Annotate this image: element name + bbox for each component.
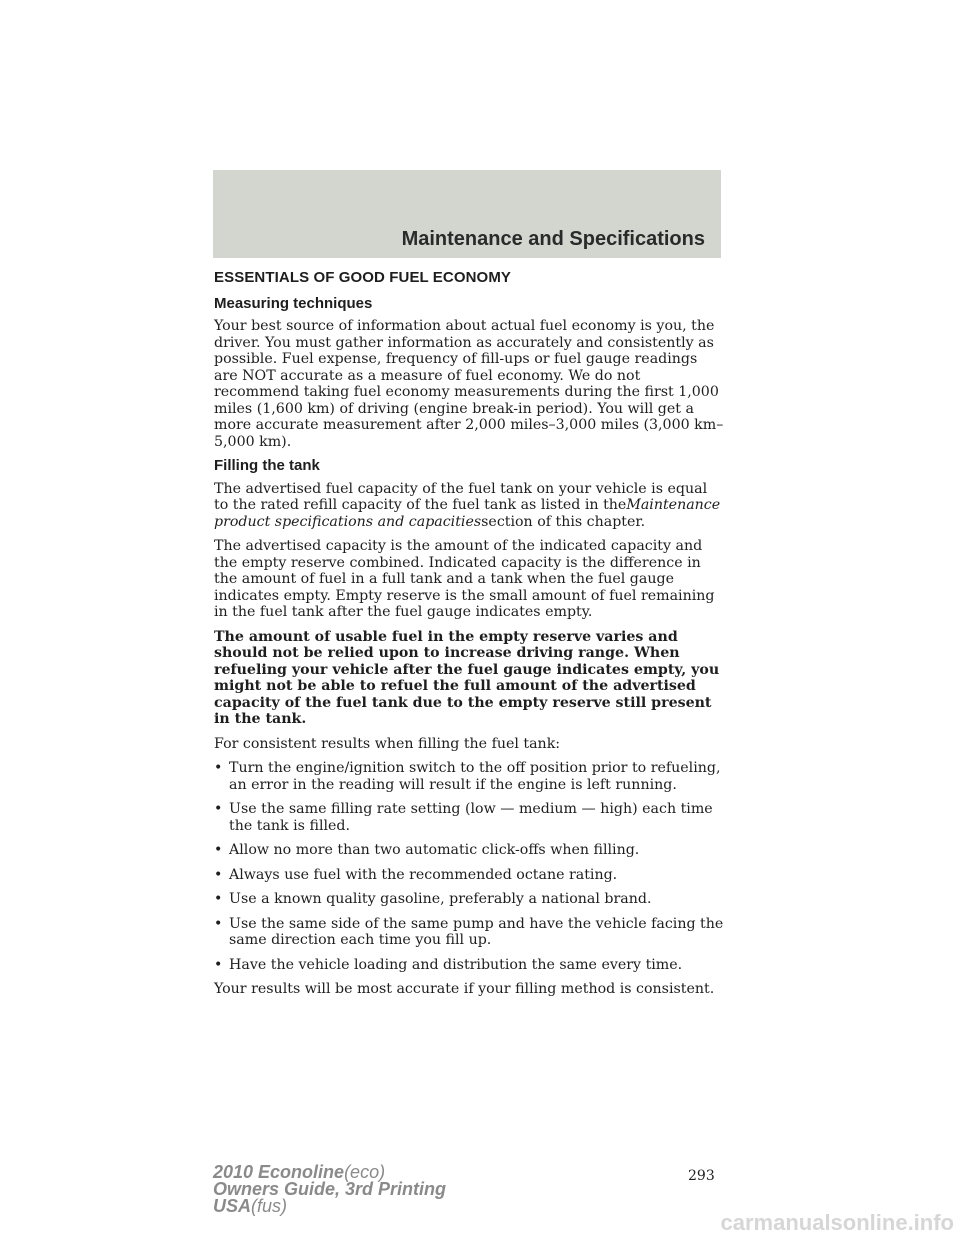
list-item <box>214 760 724 793</box>
list-item <box>214 801 724 834</box>
filling-paragraph-1 <box>214 481 724 531</box>
list-item <box>214 842 724 859</box>
measuring-heading: Measuring techniques <box>214 294 373 312</box>
filling-heading: Filling the tank <box>214 457 320 474</box>
bullet-icon: • <box>214 866 223 883</box>
bullet-icon: • <box>214 842 223 858</box>
list-item-text: Turn the engine/ignition switch to the off position prior to refueling, an error in the reading will result if the engine is left running. <box>229 760 721 793</box>
section-header-band <box>213 170 721 258</box>
footer-line-3 <box>213 1198 446 1215</box>
footer-model-code: (eco) <box>344 1162 386 1182</box>
list-item <box>214 957 724 974</box>
filling-p1-reference: Maintenance product specifications and capacities <box>214 497 721 530</box>
list-item-text: Always use fuel with the recommended octane rating. <box>229 866 618 883</box>
list-item <box>214 891 724 908</box>
document-footer <box>213 1164 446 1215</box>
page-number: 293 <box>688 1168 715 1184</box>
filling-p1-tail: section of this chapter. <box>481 513 646 530</box>
list-item <box>214 867 724 884</box>
bullet-icon: • <box>214 760 223 776</box>
list-item-text: Use the same filling rate setting (low — medium — high) each time the tank is filled. <box>229 801 713 834</box>
list-item-text: Allow no more than two automatic click-offs when filling. <box>229 842 640 858</box>
list-item-text: Have the vehicle loading and distribution the same every time. <box>229 956 683 973</box>
bullet-icon: • <box>214 801 223 817</box>
footer-model: 2010 Econoline <box>213 1162 345 1182</box>
list-item-text: Use the same side of the same pump and have the vehicle facing the same direction each time you fill up. <box>229 915 724 948</box>
closing-paragraph: Your results will be most accurate if your filling method is consistent. <box>214 981 715 997</box>
filling-paragraph-2: The advertised capacity is the amount of the indicated capacity and the empty reserve combined. Indicated capacity is the difference in the amount of fuel in a full tank and a tank when the fuel gauge indicates empty. Empty reserve is the small amount of fuel remaining in the fuel tank after the fuel gauge indicates empty. <box>214 538 715 620</box>
footer-market-code: (fus) <box>251 1196 288 1216</box>
measuring-paragraph: Your best source of information about actual fuel economy is you, the driver. You must gather information as accurately and consistently as possible. Fuel expense, frequency of fill-ups or fuel gauge readings are NOT accurate as a measure of fuel economy. We do not recommend taking fuel economy measurements during the first 1,000 miles (1,600 km) of driving (engine break-in period). You will get a more accurate measurement after 2,000 miles–3,000 miles (3,000 km–5,000 km). <box>214 318 724 450</box>
bullet-intro: For consistent results when filling the fuel tank: <box>214 735 561 752</box>
list-item <box>214 916 724 949</box>
page-content <box>214 270 724 1006</box>
section-title: Maintenance and Specifications <box>401 228 705 250</box>
warning-paragraph: The amount of usable fuel in the empty reserve varies and should not be relied upon to increase driving range. When refueling your vehicle after the fuel gauge indicates empty, you might not be able to refuel the full amount of the advertised capacity of the fuel tank due to the empty reserve still present in the tank. <box>214 628 720 727</box>
main-heading: ESSENTIALS OF GOOD FUEL ECONOMY <box>214 269 512 286</box>
footer-market: USA <box>213 1196 252 1216</box>
filling-p1-text: The advertised fuel capacity of the fuel tank on your vehicle is equal to the rated refill capacity of the fuel tank as listed in the <box>214 480 708 513</box>
list-item-text: Use a known quality gasoline, preferably a national brand. <box>229 891 652 907</box>
bullet-icon: • <box>214 891 223 907</box>
tips-list <box>214 760 724 973</box>
site-watermark: carmanualsonline.info <box>720 1210 954 1235</box>
bullet-icon: • <box>214 915 223 932</box>
footer-line-2: Owners Guide, 3rd Printing <box>213 1179 447 1199</box>
bullet-icon: • <box>214 956 223 973</box>
